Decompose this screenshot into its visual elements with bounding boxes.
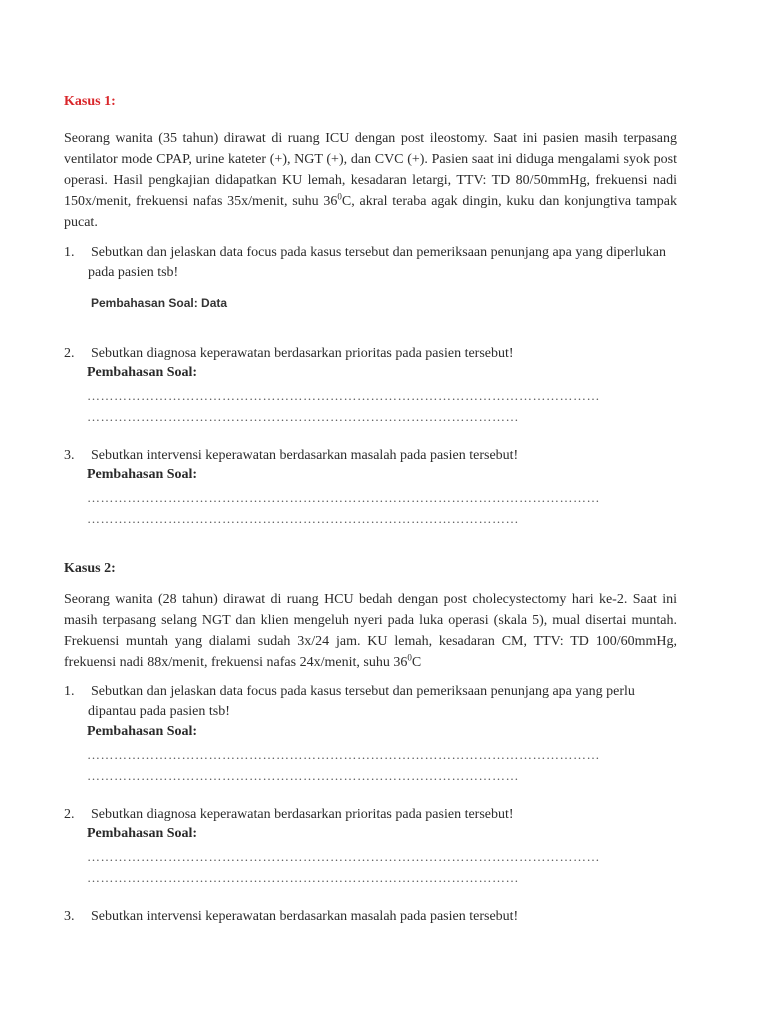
question-number: 3. [64,448,75,463]
question-text: Sebutkan diagnosa keperawatan berdasarkan prioritas pada pasien tersebut! [91,807,514,822]
question-number: 2. [64,346,75,361]
kasus2-paragraph-text: Seorang wanita (28 tahun) dirawat di ruang HCU bedah dengan post cholecystectomy hari ke-2. Saat ini masih terpasang selang NGT dan klien mengeluh nyeri pada luka operasi (skala 5), mual disertai muntah. Frekuensi muntah yang dialami sudah 3x/24 jam. KU lemah, kesadaran CM, TTV: TD 100/60mmHg, frekuensi nadi 88x/menit, frekuensi nafas 24x/menit, suhu 36 [64,592,677,670]
kasus1-degree-superscript: 0 [337,191,342,202]
kasus1-question-3 [64,446,678,466]
kasus2-paragraph-text-end: C [411,655,422,670]
kasus1-paragraph-text: Seorang wanita (35 tahun) dirawat di ruang ICU dengan post ileostomy. Saat ini pasien masih terpasang ventilator mode CPAP, urine kateter (+), NGT (+), dan CVC (+). Pasien saat ini diduga mengalami syok post operasi. Hasil pengkajian didapatkan KU lemah, kesadaran letargi, TTV: TD 80/50mmHg, frekuensi nadi 150x/menit, frekuensi nafas 35x/menit, suhu 36 [64,131,677,209]
answer-line: …………………………………………………………………………………………………… [87,491,600,505]
question-number: 1. [64,684,75,699]
kasus1-q2-pembahasan: Pembahasan Soal: [87,365,198,380]
answer-line: …………………………………………………………………………………… [87,871,519,885]
question-number: 2. [64,807,75,822]
kasus1-paragraph-text-end: C, akral teraba agak dingin, kuku dan konjungtiva tampak pucat. [64,194,678,230]
kasus2-paragraph [64,589,677,673]
question-number: 3. [64,909,75,924]
kasus2-question-1 [64,682,678,722]
question-number: 1. [64,245,75,260]
kasus2-degree-superscript: 0 [407,652,412,663]
question-text: Sebutkan dan jelaskan data focus pada kasus tersebut dan pemeriksaan penunjang apa yang diperlukan pada pasien tsb! [88,245,666,280]
kasus1-question-1 [64,243,678,283]
kasus2-q1-pembahasan: Pembahasan Soal: [87,724,198,739]
question-text: Sebutkan diagnosa keperawatan berdasarkan prioritas pada pasien tersebut! [91,346,514,361]
question-text: Sebutkan intervensi keperawatan berdasarkan masalah pada pasien tersebut! [91,448,519,463]
kasus1-q1-pembahasan: Pembahasan Soal: Data [91,296,228,310]
kasus1-question-2 [64,344,678,364]
answer-line: …………………………………………………………………………………………………… [87,389,600,403]
question-text: Sebutkan dan jelaskan data focus pada kasus tersebut dan pemeriksaan penunjang apa yang perlu dipantau pada pasien tsb! [88,684,635,719]
kasus1-title: Kasus 1: [64,94,116,109]
answer-line: …………………………………………………………………………………… [87,769,519,783]
answer-line: …………………………………………………………………………………… [87,410,519,424]
question-text: Sebutkan intervensi keperawatan berdasarkan masalah pada pasien tersebut! [91,909,519,924]
kasus1-paragraph [64,128,677,233]
answer-line: …………………………………………………………………………………… [87,512,519,526]
answer-line: …………………………………………………………………………………………………… [87,850,600,864]
answer-line: …………………………………………………………………………………………………… [87,748,600,762]
kasus2-q2-pembahasan: Pembahasan Soal: [87,826,198,841]
kasus1-q3-pembahasan: Pembahasan Soal: [87,467,198,482]
kasus2-title: Kasus 2: [64,561,116,576]
kasus2-question-3 [64,907,678,927]
kasus2-question-2 [64,805,678,825]
